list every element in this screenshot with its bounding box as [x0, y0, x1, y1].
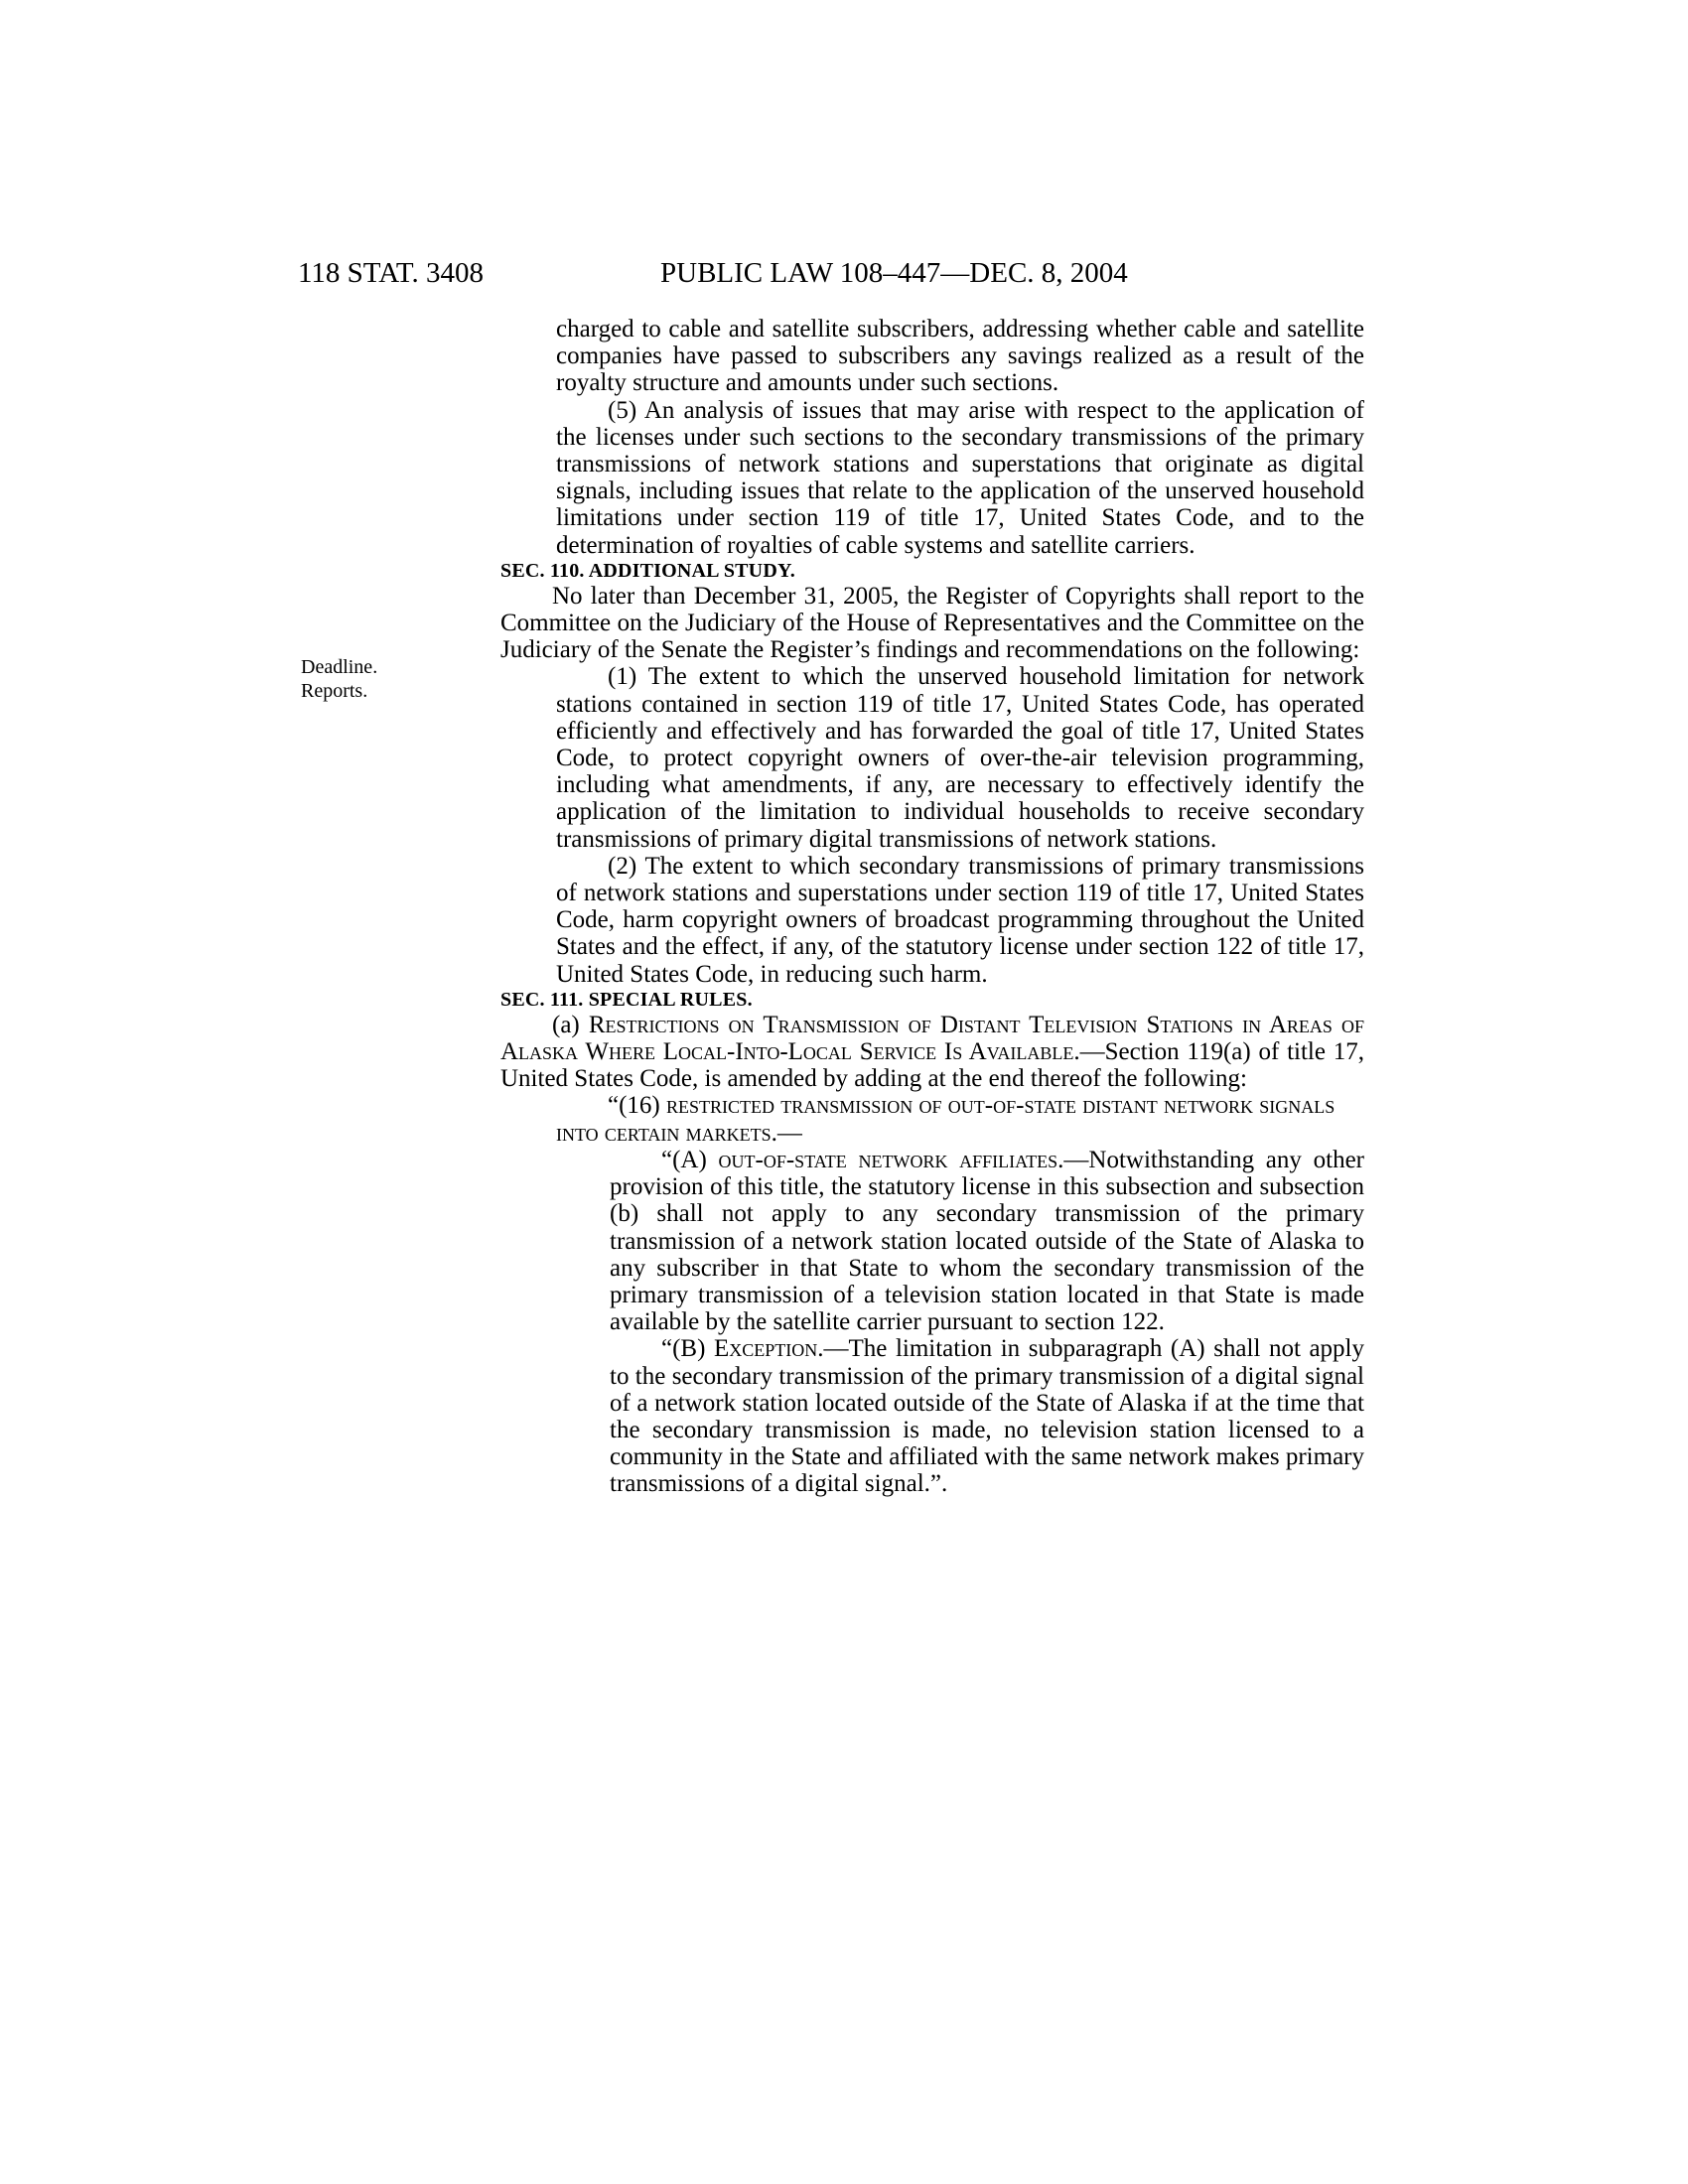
- page-header: [298, 253, 1370, 293]
- statute-page-number: 118 STAT. 3408: [298, 257, 484, 289]
- main-text-column: [500, 316, 1364, 1498]
- subparagraph-A-label: “(A): [661, 1146, 719, 1173]
- section-111-heading: SEC. 111. SPECIAL RULES.: [500, 988, 753, 1011]
- paragraph-16: [500, 1092, 1364, 1146]
- section-110-heading: SEC. 110. ADDITIONAL STUDY.: [500, 559, 795, 582]
- paragraph-16-dash: —: [776, 1119, 802, 1147]
- section-110-item-1: (1) The extent to which the unserved household limitation for network stations contained in section 119 of title 17, United States Code, has operated efficiently and effectively and has forwarded the goal of title 17, United States Code, to protect copyright owners of over-the-air television programming, including what amendments, if any, are necessary to effectively identify the application of the limitation to individual households to receive secondary transmissions of primary digital transmissions of network stations.: [556, 663, 1364, 853]
- subsection-a-caption: Restrictions on Transmission of Distant Television Stations in Areas of Alaska Where Local-Into-Local Service Is Available.: [500, 1011, 1365, 1066]
- margin-note-deadline: Deadline.: [301, 656, 378, 678]
- subparagraph-B-label: “(B): [661, 1335, 714, 1363]
- subparagraph-A-caption: out-of-state network affiliates.: [718, 1146, 1064, 1173]
- subparagraph-B-text: —The limitation in subparagraph (A) shall not apply to the secondary transmission of the primary transmission of a digital signal of a network station located outside of the State of Alaska if at the time that the secondary transmission is made, no television station licensed to a community in the State and affiliated with the same network makes primary transmissions of a digital signal.”.: [610, 1335, 1365, 1498]
- subparagraph-B: [500, 1335, 1364, 1497]
- paragraph-5: (5) An analysis of issues that may arise with respect to the application of the licenses under such sections to the secondary transmissions of the primary transmissions of network stations and superstations that originate as digital signals, including issues that relate to the application of the unserved household limitations under section 119 of title 17, United States Code, and to the determination of royalties of cable systems and satellite carriers.: [556, 396, 1364, 559]
- paragraph-16-label: “(16): [608, 1092, 666, 1120]
- paragraph-16-caption: restricted transmission of out-of-state distant network signals into certain markets.: [556, 1092, 1336, 1147]
- subparagraph-A: [500, 1147, 1364, 1335]
- subsection-a-label: (a): [552, 1011, 589, 1038]
- subsection-a-text: —Section 119(a) of title 17, United States Code, is amended by adding at the end thereof the following:: [500, 1038, 1364, 1093]
- margin-note-reports: Reports.: [301, 680, 368, 702]
- section-111-subsection-a: [500, 1012, 1364, 1093]
- public-law-citation: PUBLIC LAW 108–447—DEC. 8, 2004: [660, 257, 1128, 289]
- subparagraph-A-text: —Notwithstanding any other provision of this title, the statutory license in this subsection and subsection (b) shall not apply to any secondary transmission of the primary transmission of a network station located outside of the State of Alaska to any subscriber in that State to whom the secondary transmission of the primary transmission of a television station located in that State is made available by the satellite carrier pursuant to section 122.: [610, 1146, 1364, 1336]
- subparagraph-B-caption: Exception.: [713, 1335, 824, 1363]
- section-110-intro: No later than December 31, 2005, the Register of Copyrights shall report to the Committee on the Judiciary of the House of Representatives and the Committee on the Judiciary of the Senate the Register’s findings and recommendations on the following:: [500, 582, 1364, 664]
- section-110-item-2: (2) The extent to which secondary transmissions of primary transmissions of network stations and superstations under section 119 of title 17, United States Code, harm copyright owners of broadcast programming throughout the United States and the effect, if any, of the statutory license under section 122 of title 17, United States Code, in reducing such harm.: [556, 852, 1364, 988]
- paragraph-continued: charged to cable and satellite subscribers, addressing whether cable and satellite companies have passed to subscribers any savings realized as a result of the royalty structure and amounts under such sections.: [556, 316, 1364, 397]
- margin-notes: [301, 655, 420, 703]
